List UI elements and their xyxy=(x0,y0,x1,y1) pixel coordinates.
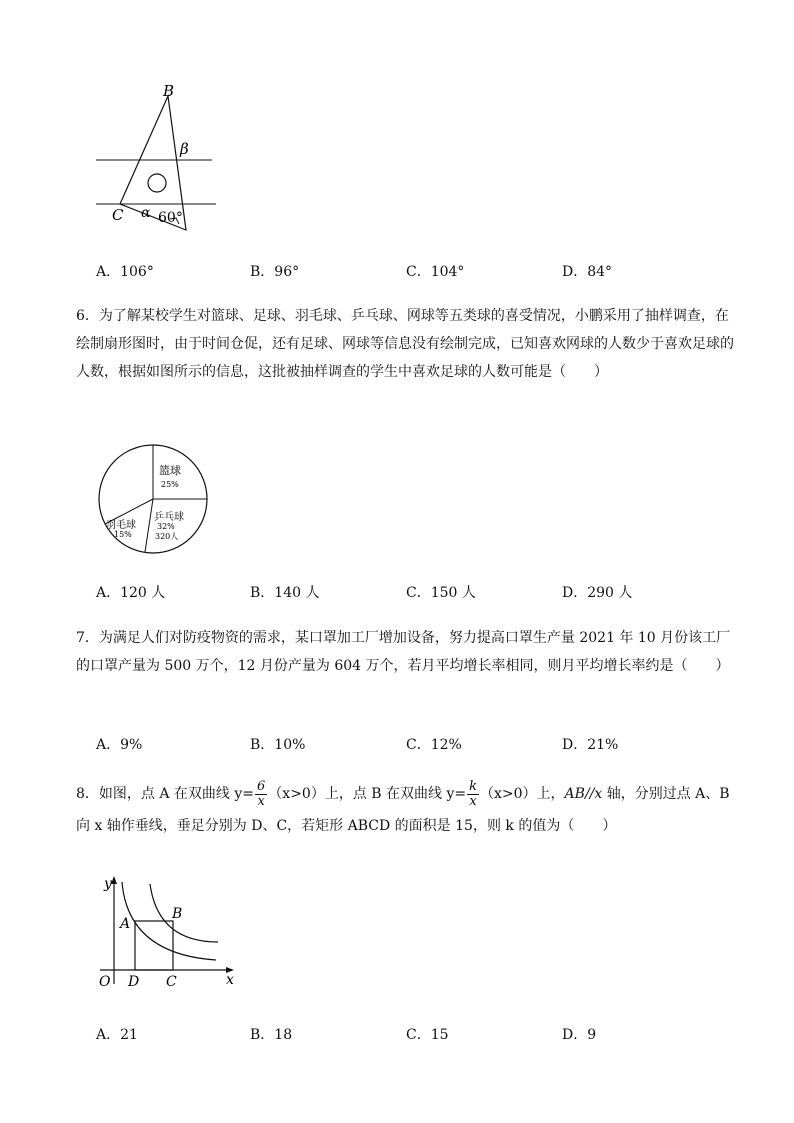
rectangle-abcd xyxy=(135,921,173,970)
q8-option-d[interactable]: D．9 xyxy=(562,1027,597,1043)
q8-option-b[interactable]: B．18 xyxy=(250,1027,293,1043)
q5-option-d[interactable]: D．84° xyxy=(562,264,613,280)
circle-mark xyxy=(148,174,166,192)
q5-option-a[interactable]: A．106° xyxy=(96,264,154,280)
q8-text-part1: 8．如图，点 A 在双曲线 y= xyxy=(76,786,255,802)
q8-text xyxy=(76,778,736,842)
label-c: C xyxy=(112,206,124,224)
q8-options xyxy=(96,1024,736,1048)
q8-fraction1-denominator: x xyxy=(257,793,265,809)
pie-pct-basketball: 25% xyxy=(161,480,179,489)
q6-option-b[interactable]: B．140 人 xyxy=(250,585,320,601)
q8-fraction2-numerator: k xyxy=(469,778,477,794)
q6-option-d[interactable]: D．290 人 xyxy=(562,585,633,601)
pie-count-pingpong: 320人 xyxy=(155,532,179,541)
q7-text: 7．为满足人们对防疫物资的需求，某口罩加工厂增加设备，努力提高口罩生产量 2021 年 10 月份该工厂的口罩产量为 500 万个，12 月份产量为 604 万个，若月平均增长率相同，则月平均增长率约是（ ） xyxy=(76,630,731,674)
pie-label-pingpong: 乒乓球 xyxy=(154,512,184,523)
pie-chart xyxy=(94,440,212,558)
label-a: A xyxy=(120,916,131,932)
hyperbola-figure xyxy=(94,872,244,992)
q8-text-parallel: AB//x xyxy=(564,786,603,802)
pie-pct-badminton: 15% xyxy=(114,530,132,539)
q7-option-c[interactable]: C．12% xyxy=(406,737,462,753)
q8-fraction-6-over-x xyxy=(255,780,267,809)
q8-fraction-k-over-x xyxy=(467,780,479,809)
q8-text-part2: （x>0）上，点 B 在双曲线 y= xyxy=(268,786,467,802)
label-o: O xyxy=(99,974,111,990)
q8-option-a[interactable]: A．21 xyxy=(96,1027,138,1043)
label-60-degrees: 60° xyxy=(158,210,183,226)
label-alpha: α xyxy=(141,205,151,221)
q8-fraction2-denominator: x xyxy=(469,793,477,809)
hyperbola-k-over-x xyxy=(150,884,218,942)
q5-options xyxy=(96,261,736,285)
q8-fraction1-numerator: 6 xyxy=(257,778,266,794)
q6-option-a[interactable]: A．120 人 xyxy=(96,585,166,601)
q7-option-d[interactable]: D．21% xyxy=(562,737,619,753)
q7-option-a[interactable]: A．9% xyxy=(96,737,143,753)
triangle-figure xyxy=(90,80,230,240)
q6-text: 6．为了解某校学生对篮球、足球、羽毛球、乒乓球、网球等五类球的喜受情况，小鹏采用了抽样调查，在绘制扇形图时，由于时间仓促，还有足球、网球等信息没有绘制完成，已知喜欢网球的人数少于喜欢足球的人数，根据如图所示的信息，这批被抽样调查的学生中喜欢足球的人数可能是（ ） xyxy=(76,308,734,380)
pie-label-badminton: 羽毛球 xyxy=(106,520,136,531)
label-c-point: C xyxy=(166,974,177,990)
q7-option-b[interactable]: B．10% xyxy=(250,737,306,753)
q5-option-b[interactable]: B．96° xyxy=(250,264,300,280)
q8-option-c[interactable]: C．15 xyxy=(406,1027,449,1043)
label-y: y xyxy=(104,876,112,892)
q6-options xyxy=(96,582,736,606)
pie-label-basketball: 篮球 xyxy=(159,464,181,477)
label-d: D xyxy=(128,974,140,990)
pie-pct-pingpong: 32% xyxy=(157,522,175,531)
label-b-point: B xyxy=(172,906,183,922)
q8-text-part3: （x>0）上， xyxy=(480,786,565,802)
label-b: B xyxy=(163,82,175,100)
q5-option-c[interactable]: C．104° xyxy=(406,264,465,280)
q7-options xyxy=(96,734,736,758)
q8-text-part5: 轴，分别过点 A、B 向 x 轴作垂线，垂足分别为 D、C，若矩形 ABCD 的面积是 15，则 k 的值为（ ） xyxy=(76,786,730,834)
label-beta: β xyxy=(180,140,189,158)
q6-option-c[interactable]: C．150 人 xyxy=(406,585,476,601)
label-x: x xyxy=(226,972,234,988)
